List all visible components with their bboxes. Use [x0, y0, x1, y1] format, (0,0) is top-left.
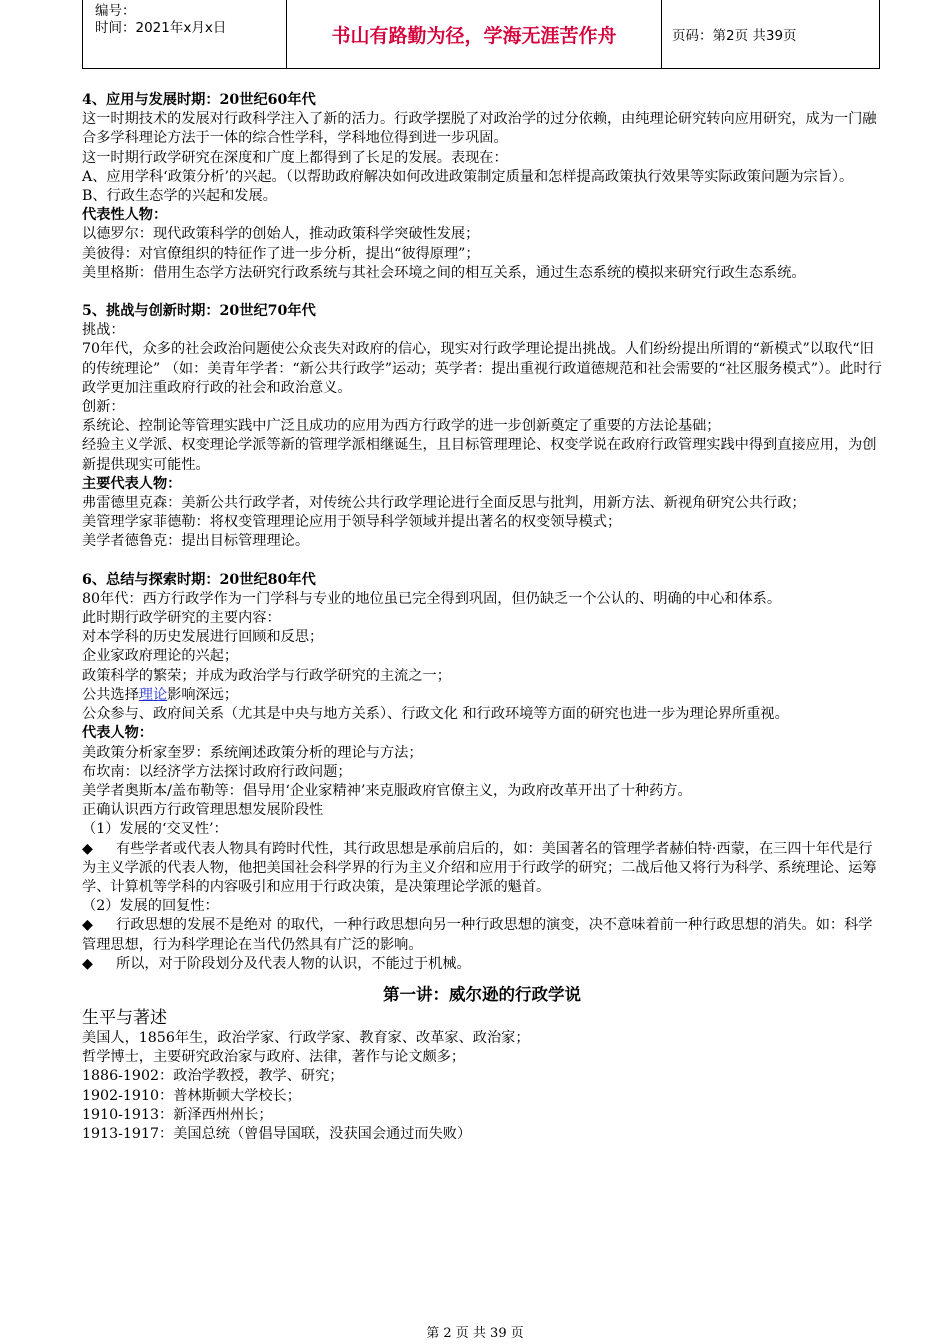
- bullet-item: [82, 955, 882, 974]
- paragraph: （2）发展的回复性：: [82, 898, 219, 915]
- paragraph: 1886-1902：政治学教授，教学、研究；: [82, 1068, 344, 1085]
- paragraph: 1902-1910：普林斯顿大学校长；: [82, 1087, 301, 1104]
- paragraph: 经验主义学派、权变理论学派等新的管理学派相继诞生，且目标管理理论、权变学说在政府行政管理实践中得到直接应用，为创新提供现实可能性。: [82, 437, 877, 473]
- paragraph: 以德罗尔：现代政策科学的创始人，推动政策科学突破性发展；: [82, 226, 480, 243]
- header-meta: [83, 0, 287, 68]
- bullet-text: 所以，对于阶段划分及代表人物的认识，不能过于机械。: [116, 955, 471, 972]
- paragraph: 正确认识西方行政管理思想发展阶段性: [82, 802, 324, 819]
- paragraph: 企业家政府理论的兴起；: [82, 648, 239, 665]
- paragraph: 70年代，众多的社会政治问题使公众丧失对政府的信心，现实对行政学理论提出挑战。人们纷纷提出所谓的“新模式”以取代“旧的传统理论” （如：美青年学者：“新公共行政学”运动；英学者：提出重视行政道德规范和社会需要的“社区服务模式”）。此时行政学更加注重政府行政的社会和政治意义。: [82, 341, 882, 396]
- header-motto: 书山有路勤为径，学海无涯苦作舟: [287, 0, 662, 68]
- lecture-title: 第一讲：威尔逊的行政学说: [383, 984, 581, 1004]
- paragraph: 这一时期行政学研究在深度和广度上都得到了长足的发展。表现在：: [82, 149, 508, 166]
- paragraph: 美管理学家菲德勒：将权变管理理论应用于领导科学领域并提出著名的权变领导模式；: [82, 514, 622, 531]
- theory-link[interactable]: 理论: [138, 686, 168, 703]
- diamond-bullet-icon: ◆: [82, 917, 93, 934]
- section-title: 5、挑战与创新时期：20世纪70年代: [82, 303, 316, 320]
- number-label: 编号：: [95, 3, 136, 19]
- paragraph: 此时期行政学研究的主要内容：: [82, 610, 281, 627]
- paragraph: 创新：: [82, 399, 125, 416]
- header-page-info: 页码：第2页 共39页: [672, 28, 797, 44]
- rep-heading: 主要代表人物：: [82, 475, 182, 492]
- paragraph: 美学者奥斯本/盖布勒等：倡导用‘企业家精神’来克服政府官僚主义，为政府改革开出了十种药方。: [82, 782, 692, 799]
- paragraph: 布坎南：以经济学方法探讨政府行政问题；: [82, 763, 352, 780]
- paragraph: 弗雷德里克森：美新公共行政学者，对传统公共行政学理论进行全面反思与批判，用新方法、新视角研究公共行政；: [82, 495, 806, 512]
- paragraph: 系统论、控制论等管理实践中广泛且成功的应用为西方行政学的进一步创新奠定了重要的方法论基础；: [82, 418, 721, 435]
- paragraph: 政策科学的繁荣；并成为政治学与行政学研究的主流之一；: [82, 667, 451, 684]
- date-label: 时间：2021年x月x日: [95, 20, 227, 36]
- paragraph: 美学者德鲁克：提出目标管理理论。: [82, 533, 310, 550]
- paragraph: [82, 686, 882, 705]
- paragraph: 1913-1917：美国总统（曾倡导国联，没获国会通过而失败）: [82, 1125, 472, 1142]
- paragraph: A、应用学科‘政策分析’的兴起。（以帮助政府解决如何改进政策制定质量和怎样提高政策执行效果等实际政策问题为宗旨）。: [82, 168, 854, 185]
- diamond-bullet-icon: ◆: [82, 840, 93, 857]
- page-footer: 第 2 页 共 39 页: [426, 1326, 524, 1341]
- paragraph: 这一时期技术的发展对行政科学注入了新的活力。行政学摆脱了对政治学的过分依赖，由纯理论研究转向应用研究，成为一门融合多学科理论方法于一体的综合性学科，学科地位得到进一步巩固。: [82, 111, 877, 147]
- bullet-text: 行政思想的发展不是绝对 的取代，一种行政思想向另一种行政思想的演变，决不意味着前一种行政思想的消失。如：科学管理思想，行为科学理论在当代仍然具有广泛的影响。: [82, 917, 873, 953]
- paragraph: 挑战：: [82, 322, 125, 339]
- lecture-subtitle: 生平与著述: [82, 1007, 167, 1028]
- paragraph: 1910-1913：新泽西州州长；: [82, 1106, 273, 1123]
- page-header: [82, 0, 880, 69]
- text-span: 公共选择: [82, 686, 139, 703]
- section-title: 4、应用与发展时期：20世纪60年代: [82, 92, 316, 108]
- paragraph: 公众参与、政府间关系（尤其是中央与地方关系）、行政文化 和行政环境等方面的研究也进一步为理论界所重视。: [82, 706, 789, 723]
- paragraph: 美里格斯：借用生态学方法研究行政系统与其社会环境之间的相互关系，通过生态系统的模拟来研究行政生态系统。: [82, 264, 806, 281]
- paragraph: 对本学科的历史发展进行回顾和反思；: [82, 629, 324, 646]
- bullet-item: [82, 916, 882, 954]
- bullet-item: [82, 840, 882, 898]
- paragraph: B、行政生态学的兴起和发展。: [82, 188, 277, 205]
- paragraph: 美国人，1856年生，政治学家、行政学家、教育家、改革家、政治家；: [82, 1029, 530, 1046]
- text-span: 影响深远；: [167, 686, 239, 703]
- document-body: [82, 91, 882, 1144]
- paragraph: 美彼得：对官僚组织的特征作了进一步分析，提出“彼得原理”；: [82, 245, 480, 262]
- rep-heading: 代表性人物：: [82, 207, 168, 224]
- paragraph: （1）发展的‘交叉性’：: [82, 821, 228, 838]
- paragraph: 美政策分析家奎罗：系统阐述政策分析的理论与方法；: [82, 744, 423, 761]
- section-title: 6、总结与探索时期：20世纪80年代: [82, 571, 316, 588]
- diamond-bullet-icon: ◆: [82, 955, 93, 972]
- paragraph: 80年代：西方行政学作为一门学科与专业的地位虽已完全得到巩固，但仍缺乏一个公认的、明确的中心和体系。: [82, 590, 782, 607]
- bullet-text: 有些学者或代表人物具有跨时代性，其行政思想是承前启后的，如：美国著名的管理学者赫伯特·西蒙，在三四十年代是行为主义学派的代表人物，他把美国社会科学界的行为主义介绍和应用于行政学的研究；二战后他又将行为科学、系统理论、运筹学、计算机等学科的内容吸引和应用于行政决策，是决策理论学派的魁首。: [82, 840, 877, 895]
- paragraph: 哲学博士，主要研究政治家与政府、法律，著作与论文颇多；: [82, 1049, 466, 1066]
- rep-heading: 代表人物：: [82, 725, 153, 742]
